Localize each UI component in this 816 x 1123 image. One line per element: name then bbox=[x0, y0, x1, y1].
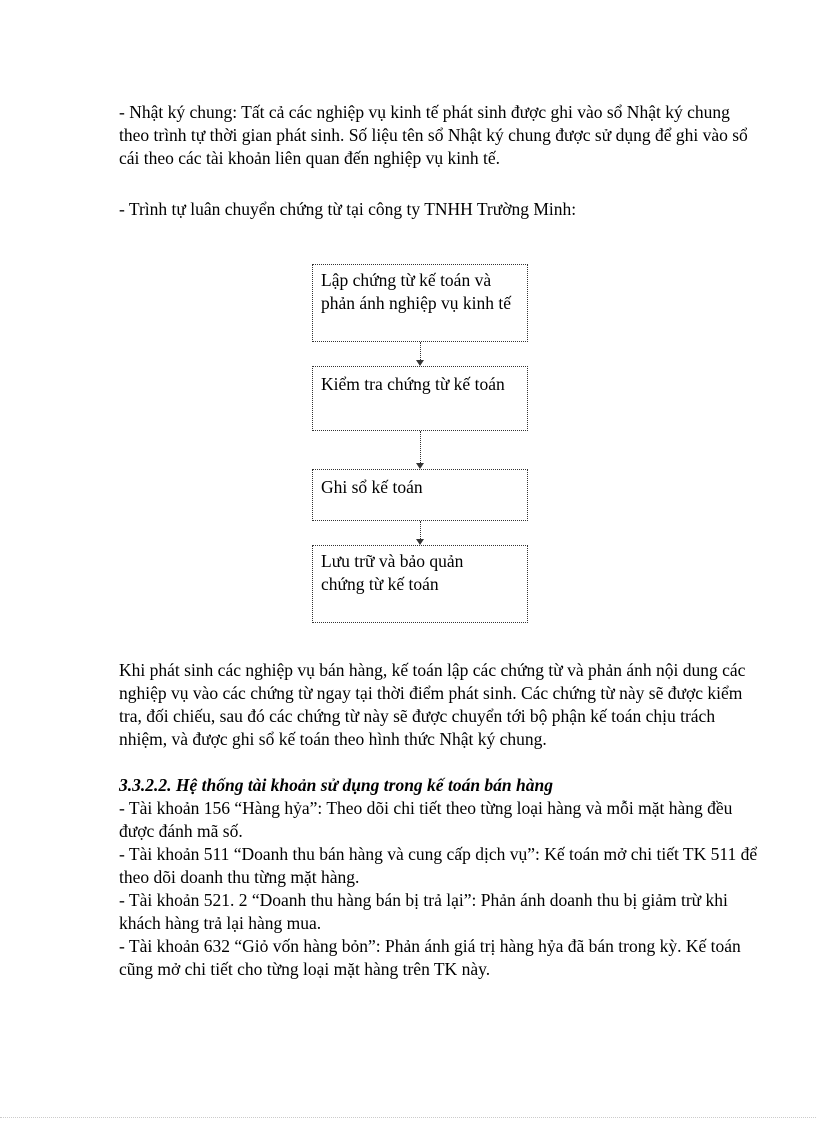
flowchart-arrow-3 bbox=[419, 521, 423, 545]
sequence-paragraph: - Trình tự luân chuyển chứng từ tại công ty TNHH Trường Minh: bbox=[119, 199, 577, 219]
account-521-paragraph: - Tài khoản 521. 2 “Doanh thu hàng bán bị trả lại”: Phản ánh doanh thu bị giảm trừ khi khách hàng trả lại hàng mua. bbox=[119, 890, 728, 933]
flowchart-step-3 bbox=[312, 469, 528, 521]
journal-paragraph: - Nhật ký chung: Tất cả các nghiệp vụ kinh tế phát sinh được ghi vào sổ Nhật ký chung theo trình tự thời gian phát sinh. Số liệu tên sổ Nhật ký chung được sử dụng để ghi vào sổ cái theo các tài khoản liên quan đến nghiệp vụ kinh tế. bbox=[119, 102, 748, 168]
flowchart-arrow-1 bbox=[419, 342, 423, 366]
flowchart-step-2 bbox=[312, 366, 528, 431]
flowchart-step-2-label: Kiểm tra chứng từ kế toán bbox=[321, 374, 505, 394]
page-bottom-divider bbox=[0, 1117, 816, 1118]
account-156-paragraph: - Tài khoản 156 “Hàng hỷa”: Theo dõi chi tiết theo từng loại hàng và mỗi mặt hàng đều được đánh mã số. bbox=[119, 798, 733, 841]
process-paragraph: Khi phát sinh các nghiệp vụ bán hàng, kế toán lập các chứng từ và phản ánh nội dung các nghiệp vụ vào các chứng từ ngay tại thời điểm phát sinh. Các chứng từ này sẽ được kiểm tra, đối chiếu, sau đó các chứng từ này sẽ được chuyển tới bộ phận kế toán chịu trách nhiệm, và được ghi sổ kế toán theo hình thức Nhật ký chung. bbox=[119, 660, 746, 749]
flowchart-step-1 bbox=[312, 264, 528, 342]
flowchart-step-3-label: Ghi sổ kế toán bbox=[321, 477, 423, 497]
section-heading: 3.3.2.2. Hệ thống tài khoản sử dụng trong kế toán bán hàng bbox=[119, 775, 553, 795]
flowchart-arrow-2 bbox=[419, 431, 423, 469]
flowchart-step-4-label: Lưu trữ và bảo quản chứng từ kế toán bbox=[321, 551, 464, 594]
account-632-paragraph: - Tài khoản 632 “Giỏ vốn hàng bỏn”: Phản ánh giá trị hàng hỷa đã bán trong kỳ. Kế toán cũng mở chi tiết cho từng loại mặt hàng trên TK này. bbox=[119, 936, 741, 979]
flowchart-step-1-label: Lập chứng từ kế toán và phản ánh nghiệp vụ kinh tế bbox=[321, 270, 512, 313]
flowchart-step-4 bbox=[312, 545, 528, 623]
account-511-paragraph: - Tài khoản 511 “Doanh thu bán hàng và cung cấp dịch vụ”: Kế toán mở chi tiết TK 511 để theo dõi doanh thu từng mặt hàng. bbox=[119, 844, 758, 887]
